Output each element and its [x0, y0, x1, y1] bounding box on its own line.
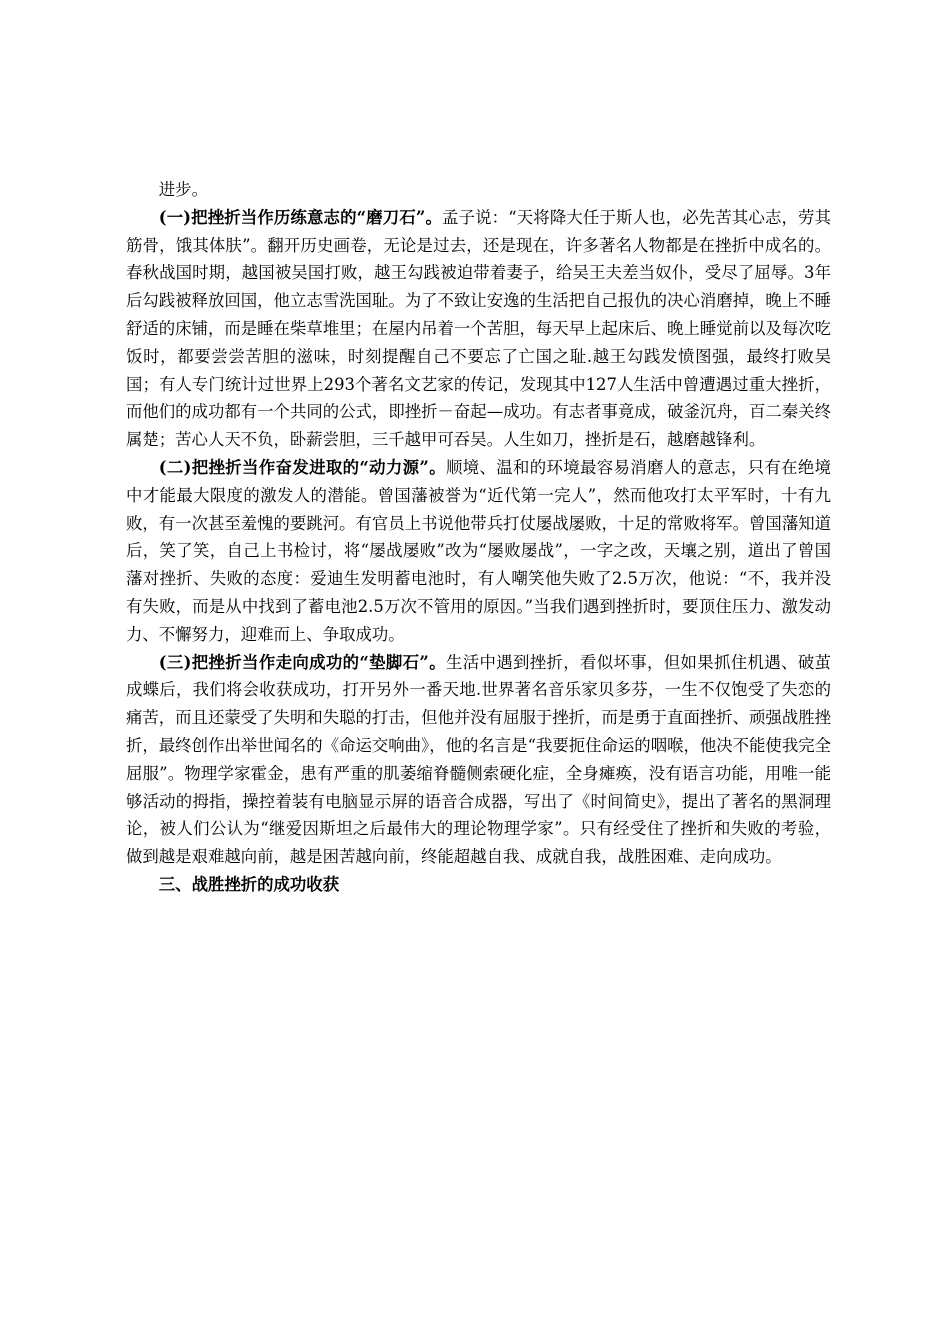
- section-three-body: 生活中遇到挫折，看似坏事，但如果抓住机遇、破茧成蝶后，我们将会收获成功，打开另外一番天地.世界著名音乐家贝多芬，一生不仅饱受了失恋的痛苦，而且还蒙受了失明和失聪的打击，但他并没有屈服于挫折，而是勇于直面挫折、顽强战胜挫折，最终创作出举世闻名的《命运交响曲》，他的名言是“我要扼住命运的咽喉，他决不能使我完全屈服”。物理学家霍金，患有严重的肌萎缩脊髓侧索硬化症，全身瘫痪，没有语言功能，用唯一能够活动的拇指，操控着装有电脑显示屏的语音合成器，写出了《时间简史》，提出了著名的黑洞理论，被人们公认为“继爱因斯坦之后最伟大的理论物理学家”。只有经受住了挫折和失败的考验，做到越是艰难越向前，越是困苦越向前，终能超越自我、成就自我，战胜困难、走向成功。: [126, 652, 831, 867]
- section-three-lead: (三)把挫折当作走向成功的“垫脚石”。: [158, 652, 446, 672]
- document-page: [126, 176, 831, 899]
- section-heading: 三、战胜挫折的成功收获: [158, 874, 340, 894]
- section-one-lead: (一)把挫折当作历练意志的“磨刀石”。: [158, 207, 443, 227]
- section-one-paragraph: [126, 204, 831, 454]
- section-two-body: 顺境、温和的环境最容易消磨人的意志，只有在绝境中才能最大限度的激发人的潜能。曾国藩被誉为“近代第一完人”，然而他攻打太平军时，十有九败，有一次甚至羞愧的要跳河。有官员上书说他带兵打仗屡战屡败，十足的常败将军。曾国藩知道后，笑了笑，自己上书检讨，将“屡战屡败”改为“屡败屡战”，一字之改，天壤之别，道出了曾国藩对挫折、失败的态度：爱迪生发明蓄电池时，有人嘲笑他失败了2.5万次，他说：“不，我并没有失败，而是从中找到了蓄电池2.5万次不管用的原因。”当我们遇到挫折时，要顶住压力、激发动力、不懈努力，迎难而上、争取成功。: [126, 457, 831, 644]
- section-one-body: 孟子说：“天将降大任于斯人也，必先苦其心志，劳其筋骨，饿其体肤”。翻开历史画卷，无论是过去，还是现在，许多著名人物都是在挫折中成名的。春秋战国时期，越国被吴国打败，越王勾践被迫带着妻子，给吴王夫差当奴仆，受尽了屈辱。3年后勾践被释放回国，他立志雪洗国耻。为了不致让安逸的生活把自己报仇的决心消磨掉，晚上不睡舒适的床铺，而是睡在柴草堆里；在屋内吊着一个苦胆，每天早上起床后、晚上睡觉前以及每次吃饭时，都要尝尝苦胆的滋味，时刻提醒自己不要忘了亡国之耻.越王勾践发愤图强，最终打败吴国；有人专门统计过世界上293个著名文艺家的传记，发现其中127人生活中曾遭遇过重大挫折，而他们的成功都有一个共同的公式，即挫折－奋起—成功。有志者事竟成，破釜沉舟，百二秦关终属楚；苦心人天不负，卧薪尝胆，三千越甲可吞吴。人生如刀，挫折是石，越磨越锋利。: [126, 207, 831, 450]
- section-three-paragraph: [126, 649, 831, 871]
- section-two-paragraph: [126, 454, 831, 649]
- continuation-text: 进步。: [158, 180, 208, 199]
- section-two-lead: (二)把挫折当作奋发进取的“动力源”。: [158, 457, 446, 477]
